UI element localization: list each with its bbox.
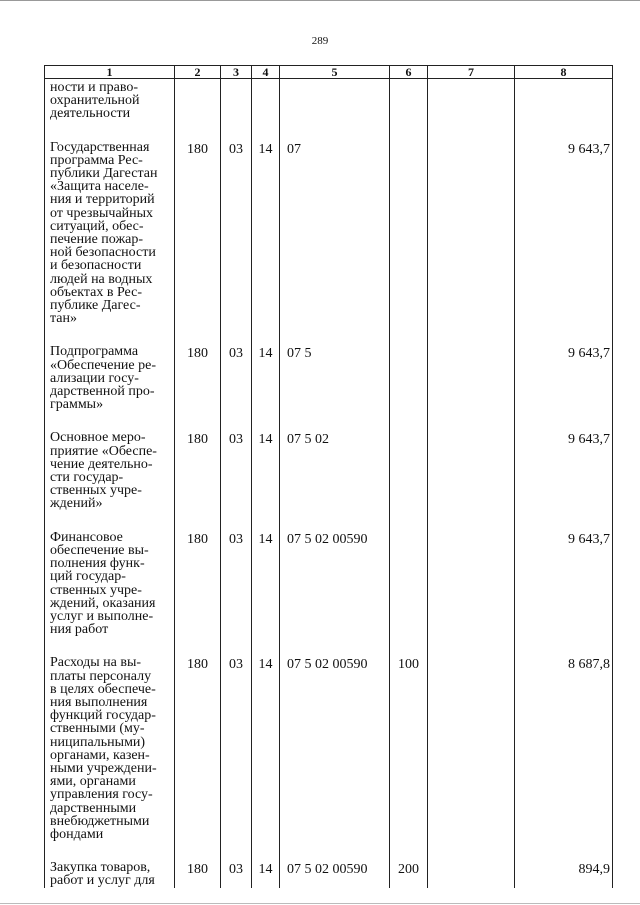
table-row	[45, 141, 613, 346]
expense-type-cell-text: 100	[398, 657, 419, 673]
table-row	[45, 531, 613, 657]
expense-type-cell	[390, 531, 428, 657]
target-article-cell	[280, 531, 390, 657]
target-article-cell	[280, 141, 390, 346]
target-article-cell	[280, 861, 390, 887]
column-header: 8	[515, 66, 613, 79]
razdel-cell	[221, 141, 252, 346]
row-spacer	[50, 325, 171, 345]
table-row	[45, 431, 613, 530]
target-article-cell	[280, 431, 390, 530]
podrazdel-cell	[252, 431, 280, 530]
amount-cell	[515, 531, 613, 657]
podrazdel-cell	[252, 79, 280, 141]
glava-cell-text: 180	[187, 432, 208, 448]
glava-cell	[175, 531, 221, 657]
row-name-cell	[45, 141, 175, 346]
row-name-cell	[45, 656, 175, 861]
podrazdel-cell	[252, 656, 280, 861]
razdel-cell-text: 03	[229, 141, 243, 157]
target-article-cell-text: 07 5 02 00590	[287, 862, 368, 878]
glava-cell	[175, 345, 221, 431]
row-spacer	[50, 121, 171, 141]
glava-cell	[175, 431, 221, 530]
column-7-cell	[428, 531, 515, 657]
amount-cell	[515, 345, 613, 431]
amount-cell	[515, 141, 613, 346]
razdel-cell-text: 03	[229, 531, 243, 547]
expense-type-cell	[390, 141, 428, 346]
glava-cell-text: 180	[187, 862, 208, 878]
podrazdel-cell-text: 14	[258, 531, 273, 547]
column-7-cell	[428, 345, 515, 431]
amount-cell-text: 9 643,7	[568, 531, 610, 547]
razdel-cell	[221, 656, 252, 861]
podrazdel-cell	[252, 861, 280, 887]
column-7-cell	[428, 861, 515, 887]
podrazdel-cell	[252, 345, 280, 431]
razdel-cell	[221, 531, 252, 657]
razdel-cell-text: 03	[229, 657, 243, 673]
amount-cell-text: 894,9	[578, 862, 610, 878]
podrazdel-cell-text: 14	[258, 141, 273, 157]
razdel-cell	[221, 345, 252, 431]
column-header: 2	[175, 66, 221, 79]
row-name-cell-text: Расходы на вы- платы персоналу в целях обеспече- ния выполнения функций государ- ственными (му- ниципальными) органами, казен- ными учреждени- ями, органами управления госу- дарственными внебюджетными фондами	[50, 655, 157, 842]
target-article-cell-text: 07 5 02 00590	[287, 531, 368, 547]
podrazdel-cell-text: 14	[258, 346, 273, 362]
podrazdel-cell-text: 14	[258, 432, 273, 448]
glava-cell	[175, 79, 221, 141]
page-number: 289	[311, 35, 329, 47]
razdel-cell-text: 03	[229, 432, 243, 448]
row-name-cell	[45, 531, 175, 657]
glava-cell	[175, 656, 221, 861]
table-row	[45, 345, 613, 431]
razdel-cell	[221, 79, 252, 141]
row-name-cell-text: Основное меро- приятие «Обеспе- чение деятельно- сти государ- ственных учре- ждений»	[50, 430, 157, 512]
amount-cell-text: 9 643,7	[568, 346, 610, 362]
column-header: 1	[45, 66, 175, 79]
page-bottom-border	[0, 903, 640, 904]
amount-cell-text: 9 643,7	[568, 141, 610, 157]
row-name-cell	[45, 345, 175, 431]
header-row	[45, 66, 613, 79]
budget-table	[44, 65, 613, 888]
table-row	[45, 861, 613, 887]
target-article-cell	[280, 345, 390, 431]
row-name-cell	[45, 861, 175, 887]
target-article-cell-text: 07 5 02	[287, 432, 329, 448]
expense-type-cell	[390, 79, 428, 141]
table-body	[45, 79, 613, 888]
target-article-cell-text: 07	[287, 141, 301, 157]
table-row	[45, 79, 613, 141]
page-top-border	[0, 0, 640, 1]
glava-cell-text: 180	[187, 531, 208, 547]
row-name-cell-text: Закупка товаров, работ и услуг для	[50, 860, 155, 889]
razdel-cell-text: 03	[229, 346, 243, 362]
podrazdel-cell-text: 14	[258, 862, 273, 878]
glava-cell-text: 180	[187, 346, 208, 362]
column-header: 7	[428, 66, 515, 79]
table-row	[45, 656, 613, 861]
razdel-cell	[221, 861, 252, 887]
row-spacer	[50, 636, 171, 656]
podrazdel-cell-text: 14	[258, 657, 273, 673]
amount-cell	[515, 656, 613, 861]
amount-cell	[515, 861, 613, 887]
expense-type-cell	[390, 861, 428, 887]
expense-type-cell	[390, 345, 428, 431]
row-name-cell	[45, 431, 175, 530]
row-name-cell-text: Подпрограмма «Обеспечение ре- ализации госу- дарственной про- граммы»	[50, 344, 157, 413]
target-article-cell-text: 07 5 02 00590	[287, 657, 368, 673]
column-header: 5	[280, 66, 390, 79]
row-spacer	[50, 841, 171, 861]
row-name-cell-text: Государственная программа Рес- публики Дагестан «Защита населе- ния и территорий от чрезвычайных ситуаций, обес- печение пожар- ной безопасности и безопасности людей на водных объектах в Рес- публике Дагес- тан»	[50, 139, 158, 327]
target-article-cell	[280, 656, 390, 861]
row-name-cell-text: ности и право- охранительной деятельности	[50, 80, 140, 122]
column-7-cell	[428, 656, 515, 861]
row-name-cell-text: Финансовое обеспечение вы- полнения функ- ций государ- ственных учре- ждений, оказания услуг и выполне- ния работ	[50, 529, 156, 638]
razdel-cell-text: 03	[229, 862, 243, 878]
podrazdel-cell	[252, 531, 280, 657]
column-header: 4	[252, 66, 280, 79]
column-7-cell	[428, 431, 515, 530]
row-spacer	[50, 511, 171, 531]
razdel-cell	[221, 431, 252, 530]
row-spacer	[50, 411, 171, 431]
target-article-cell	[280, 79, 390, 141]
column-7-cell	[428, 141, 515, 346]
amount-cell	[515, 431, 613, 530]
glava-cell	[175, 141, 221, 346]
column-header: 6	[390, 66, 428, 79]
column-header: 3	[221, 66, 252, 79]
row-name-cell	[45, 79, 175, 141]
amount-cell	[515, 79, 613, 141]
glava-cell-text: 180	[187, 141, 208, 157]
glava-cell	[175, 861, 221, 887]
expense-type-cell	[390, 656, 428, 861]
column-7-cell	[428, 79, 515, 141]
target-article-cell-text: 07 5	[287, 346, 312, 362]
expense-type-cell-text: 200	[398, 862, 419, 878]
expense-type-cell	[390, 431, 428, 530]
podrazdel-cell	[252, 141, 280, 346]
amount-cell-text: 8 687,8	[568, 657, 610, 673]
amount-cell-text: 9 643,7	[568, 432, 610, 448]
glava-cell-text: 180	[187, 657, 208, 673]
